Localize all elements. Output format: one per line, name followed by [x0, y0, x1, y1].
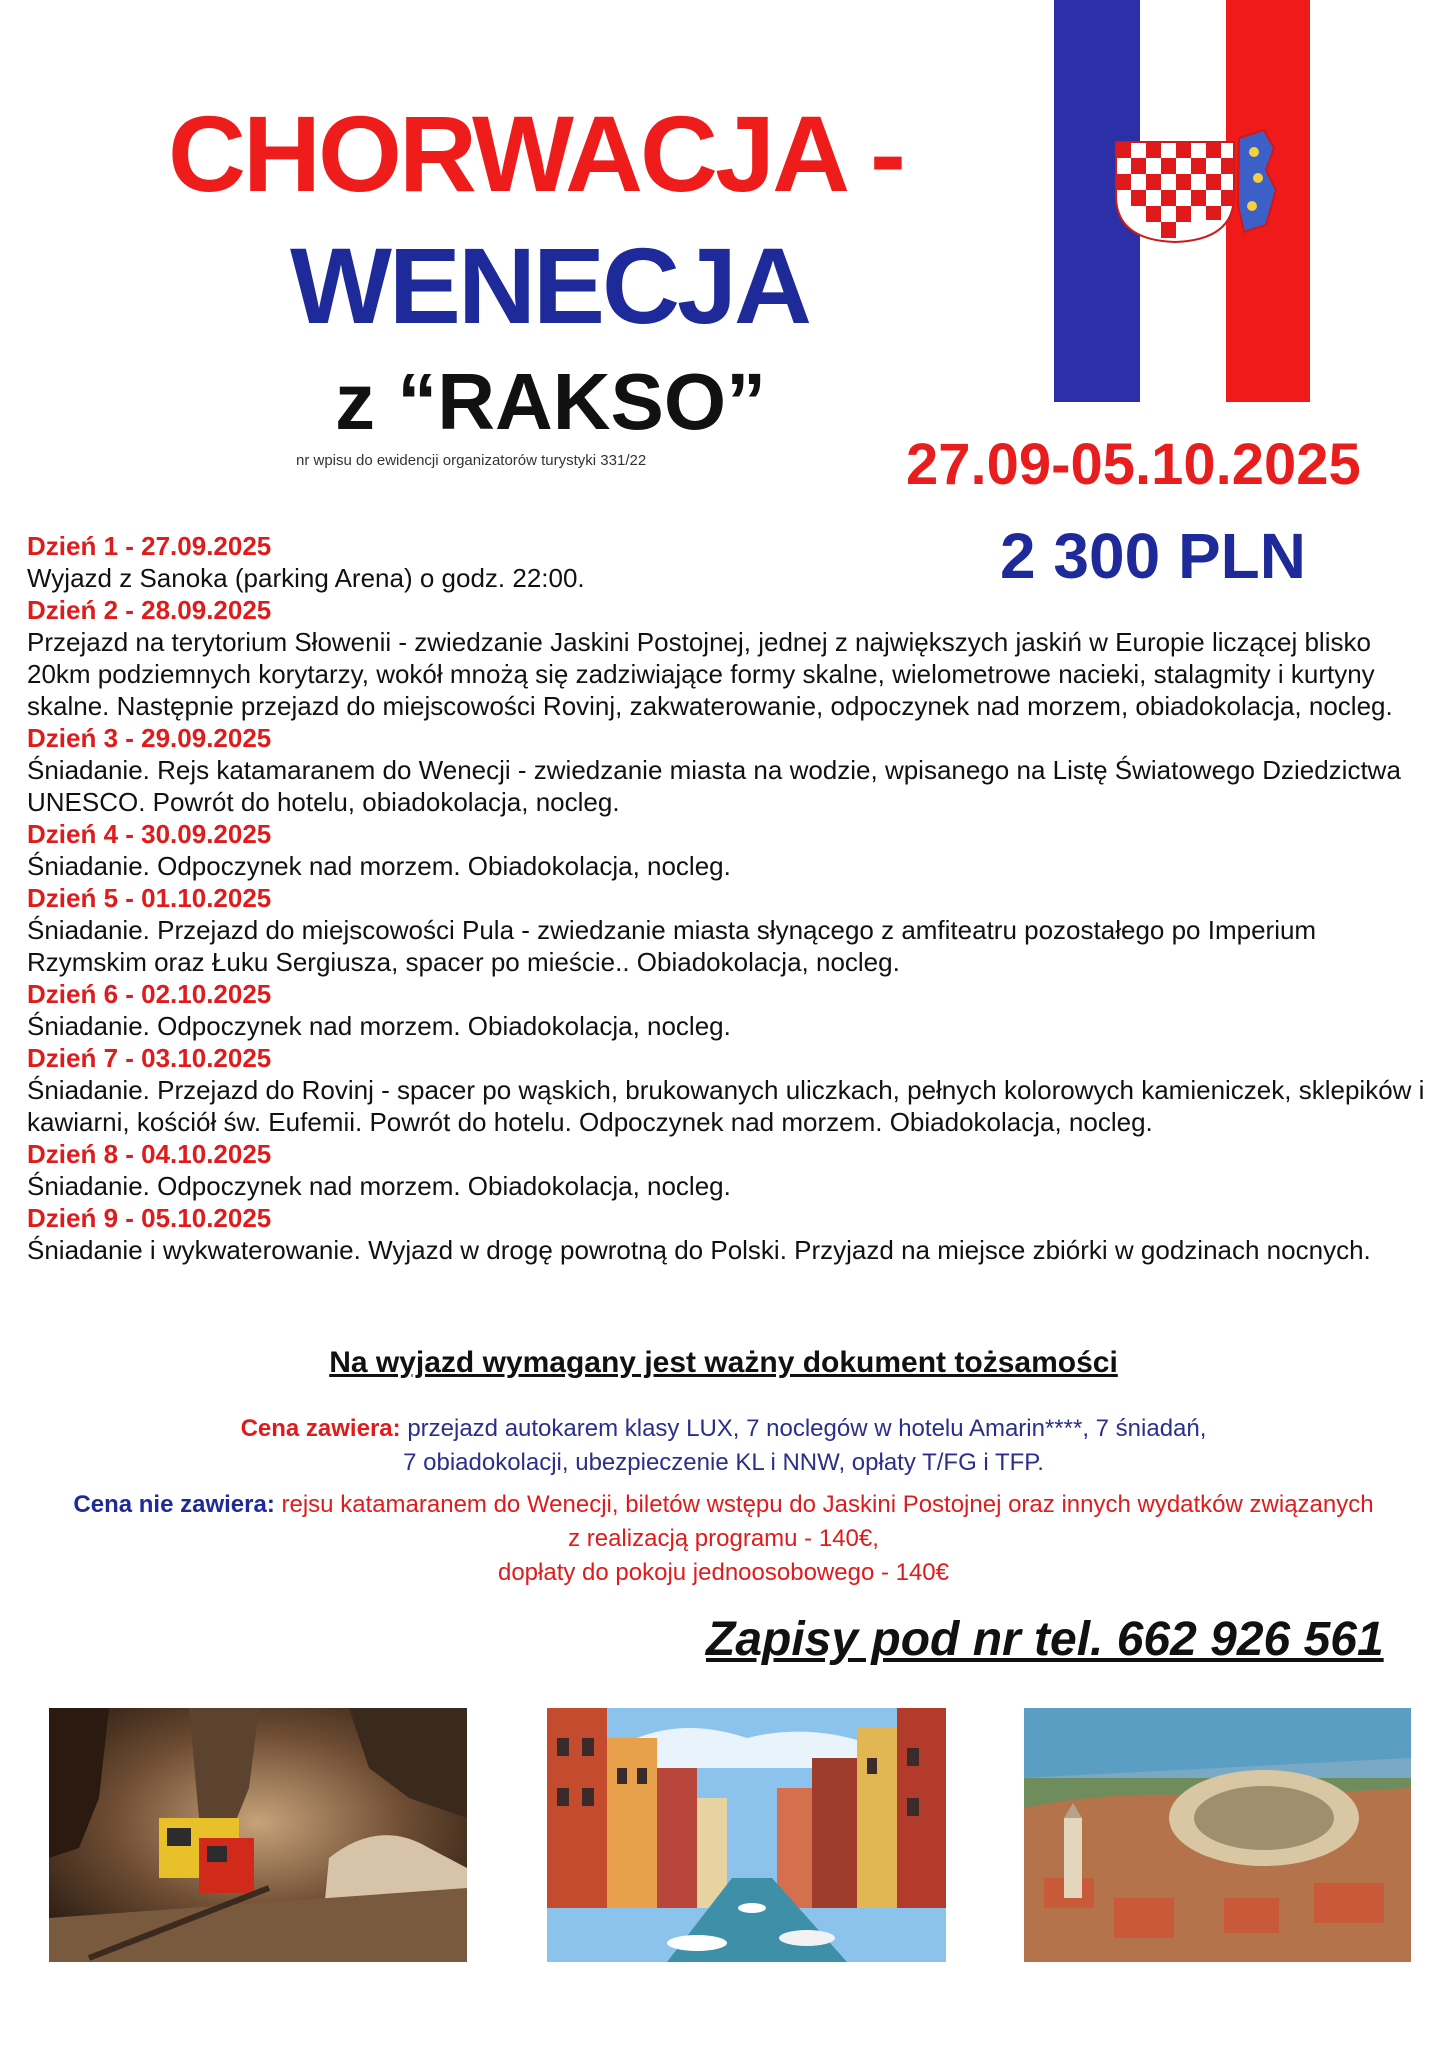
- day-description: Śniadanie. Odpoczynek nad morzem. Obiadokolacja, nocleg.: [27, 1171, 731, 1201]
- croatian-flag: [1054, 0, 1310, 402]
- itinerary-day: [27, 1042, 1427, 1138]
- price-includes-line-1: przejazd autokarem klasy LUX, 7 noclegów w hotelu Amarin****, 7 śniadań,: [407, 1415, 1207, 1442]
- title-line-1: CHORWACJA -: [168, 93, 904, 214]
- price-includes-line-2: 7 obiadokolacji, ubezpieczenie KL i NNW, opłaty T/FG i TFP.: [403, 1449, 1044, 1476]
- day-description: Przejazd na terytorium Słowenii - zwiedzanie Jaskini Postojnej, jednej z największych jaskiń w Europie liczącej blisko 20km podziemnych korytarzy, wokół mnożą się zadziwiające formy skalne, wielometrowe nacieki, stalagmity i kurtyny skalne. Następnie przejazd do miejscowości Rovinj, zakwaterowanie, odpoczynek nad morzem, obiadokolacja, nocleg.: [27, 627, 1393, 721]
- day-header: Dzień 1 - 27.09.2025: [27, 531, 272, 561]
- day-header: Dzień 2 - 28.09.2025: [27, 595, 272, 625]
- itinerary-day: [27, 978, 1427, 1042]
- day-description: Śniadanie. Rejs katamaranem do Wenecji - zwiedzanie miasta na wodzie, wpisanego na Listę Światowego Dziedzictwa UNESCO. Powrót do hotelu, obiadokolacja, nocleg.: [27, 755, 1401, 817]
- title-line-3: z “RAKSO”: [335, 357, 767, 446]
- itinerary-day: [27, 1138, 1427, 1202]
- itinerary-day: [27, 1202, 1427, 1266]
- day-header: Dzień 3 - 29.09.2025: [27, 723, 272, 753]
- itinerary-day: [27, 722, 1427, 818]
- itinerary: [27, 530, 1427, 1266]
- day-description: Śniadanie. Odpoczynek nad morzem. Obiadokolacja, nocleg.: [27, 851, 731, 881]
- price-includes-label: Cena zawiera:: [240, 1415, 401, 1442]
- document-requirement: Na wyjazd wymagany jest ważny dokument tożsamości: [329, 1346, 1118, 1379]
- day-description: Śniadanie. Przejazd do Rovinj - spacer po wąskich, brukowanych uliczkach, pełnych kolorowych kamieniczek, sklepików i kawiarni, kościół św. Eufemii. Powrót do hotelu. Odpoczynek nad morzem. Obiadokolacja, nocleg.: [27, 1075, 1425, 1137]
- cave-train-photo: [49, 1708, 467, 1962]
- registration-number: nr wpisu do ewidencji organizatorów turystyki 331/22: [296, 452, 647, 469]
- day-description: Śniadanie. Przejazd do miejscowości Pula - zwiedzanie miasta słynącego z amfiteatru pozostałego po Imperium Rzymskim oraz Łuku Sergiusza, spacer po mieście.. Obiadokolacja, nocleg.: [27, 915, 1317, 977]
- day-header: Dzień 9 - 05.10.2025: [27, 1203, 272, 1233]
- price-excludes-line-3: dopłaty do pokoju jednoosobowego - 140€: [497, 1559, 950, 1586]
- price-excludes-line-2: z realizacją programu - 140€,: [568, 1525, 879, 1552]
- itinerary-day: [27, 530, 1427, 594]
- day-header: Dzień 7 - 03.10.2025: [27, 1043, 272, 1073]
- price-includes: [0, 1412, 1447, 1480]
- coat-of-arms-icon: [1116, 130, 1276, 242]
- price-excludes: [0, 1488, 1447, 1590]
- day-description: Wyjazd z Sanoka (parking Arena) o godz. 22:00.: [27, 563, 585, 593]
- price-excludes-line-1: rejsu katamaranem do Wenecji, biletów wstępu do Jaskini Postojnej oraz innych wydatków związanych: [281, 1491, 1374, 1518]
- title-line-2: WENECJA: [290, 225, 810, 346]
- itinerary-day: [27, 818, 1427, 882]
- pula-amphitheatre-photo: [1024, 1708, 1411, 1962]
- itinerary-day: [27, 594, 1427, 722]
- venice-canal-photo: [547, 1708, 946, 1962]
- day-header: Dzień 4 - 30.09.2025: [27, 819, 272, 849]
- day-description: Śniadanie. Odpoczynek nad morzem. Obiadokolacja, nocleg.: [27, 1011, 731, 1041]
- price-excludes-label: Cena nie zawiera:: [73, 1491, 275, 1518]
- day-description: Śniadanie i wykwaterowanie. Wyjazd w drogę powrotną do Polski. Przyjazd na miejsce zbiórki w godzinach nocnych.: [27, 1235, 1371, 1265]
- itinerary-day: [27, 882, 1427, 978]
- signup-phone: Zapisy pod nr tel. 662 926 561: [706, 1613, 1384, 1666]
- day-header: Dzień 8 - 04.10.2025: [27, 1139, 272, 1169]
- day-header: Dzień 6 - 02.10.2025: [27, 979, 272, 1009]
- trip-price: 2 300 PLN: [1000, 520, 1306, 592]
- trip-dates: 27.09-05.10.2025: [906, 432, 1361, 497]
- day-header: Dzień 5 - 01.10.2025: [27, 883, 272, 913]
